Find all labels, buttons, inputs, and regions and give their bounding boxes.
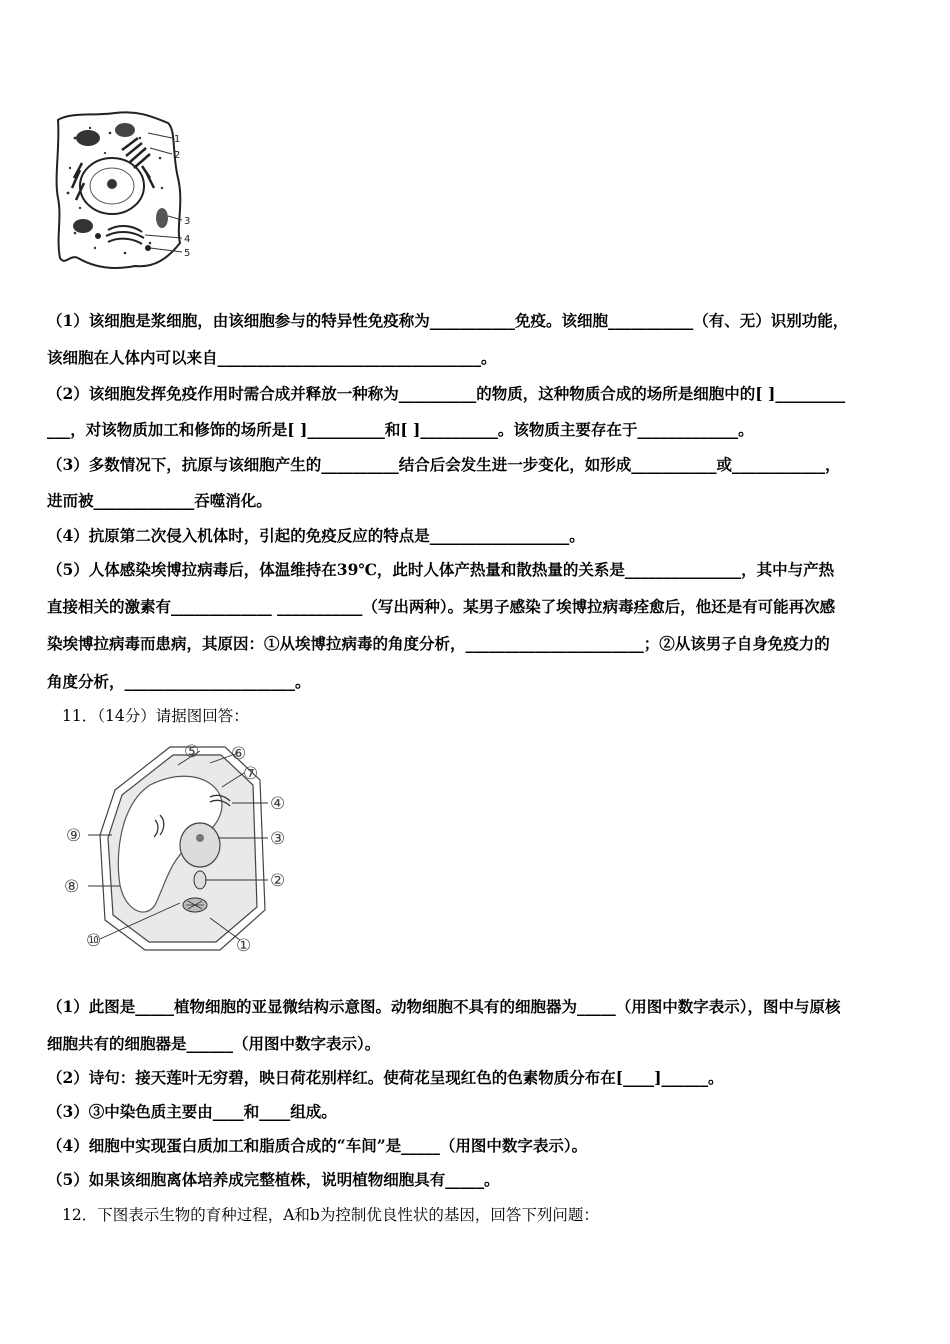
mitochondrion-right [115,123,135,137]
q10-line: 直接相关的激素有_____________ ___________（写出两种）。某男子感染了埃博拉病毒痊愈后，他还是有可能再次感 [47,597,836,616]
cell-label: 1 [174,134,181,145]
nucleus [180,823,220,867]
mitochondrion-3 [156,208,168,228]
q10-line: （3）多数情况下，抗原与该细胞产生的__________结合后会发生进一步变化，如形成___________或____________， [47,455,841,474]
q10-line: 角度分析，______________________。 [47,672,311,691]
mitochondrion-top [76,130,100,146]
plant-cell-figure [60,735,300,965]
q10-line: ___，对该物质加工和修饰的场所是[ ]__________和[ ]__________。该物质主要存在于_____________。 [47,420,754,439]
mitochondrion [194,871,206,889]
figure-label: ③ [270,829,286,849]
figure-label: ⑨ [66,826,82,846]
er-lines-top [122,138,150,168]
q11-line: （4）细胞中实现蛋白质加工和脂质合成的“车间”是_____（用图中数字表示）。 [47,1136,588,1155]
cell-label: 5 [184,248,191,259]
q11-line: （5）如果该细胞离体培养成完整植株，说明植物细胞具有_____。 [47,1170,500,1189]
figure-label: ⑥ [231,744,247,764]
q11-line: （1）此图是_____植物细胞的亚显微结构示意图。动物细胞不具有的细胞器为_____（用图中数字表示），图中与原核 [47,997,841,1016]
cell-label: 3 [184,216,191,227]
figure-label: ⑩ [86,931,102,951]
figure-label: ④ [270,794,286,814]
q10-line: （5）人体感染埃博拉病毒后，体温维持在39℃，此时人体产热量和散热量的关系是_______________，其中与产热 [47,560,835,579]
q11-line: 细胞共有的细胞器是______（用图中数字表示）。 [47,1034,381,1053]
figure-label: ① [236,936,252,956]
q10-line: 进而被_____________吞噬消化。 [47,491,272,510]
figure-label: ⑦ [243,764,259,784]
figure-label: ⑧ [64,877,80,897]
q10-line: （2）该细胞发挥免疫作用时需合成并释放一种称为__________的物质，这种物质合成的场所是细胞中的[ ]_________ [47,384,846,403]
q11-line: （3）③中染色质主要由____和____组成。 [47,1102,337,1121]
cell-label: 4 [184,234,191,245]
golgi [106,226,144,244]
q10-line: 染埃博拉病毒而患病，其原因：①从埃博拉病毒的角度分析，_______________________；②从该男子自身免疫力的 [47,634,830,653]
q11-header: 11．（14分）请据图回答： [62,707,249,725]
q10-line: （1）该细胞是浆细胞，由该细胞参与的特异性免疫称为___________免疫。该细胞___________（有、无）识别功能， [47,311,849,330]
q12-text: 12．下图表示生物的育种过程，A和b为控制优良性状的基因，回答下列问题： [62,1206,599,1224]
figure-label: ⑤ [184,742,200,762]
q10-line: （4）抗原第二次侵入机体时，引起的免疫反应的特点是__________________。 [47,526,585,545]
cell-label: 2 [174,150,181,161]
plasma-cell-figure [50,108,210,276]
q11-line: （2）诗句：接天莲叶无穷碧，映日荷花别样红。使荷花呈现红色的色素物质分布在[____]______。 [47,1068,724,1087]
figure-label: ② [270,871,286,891]
q10-line: 该细胞在人体内可以来自__________________________________。 [47,348,497,367]
